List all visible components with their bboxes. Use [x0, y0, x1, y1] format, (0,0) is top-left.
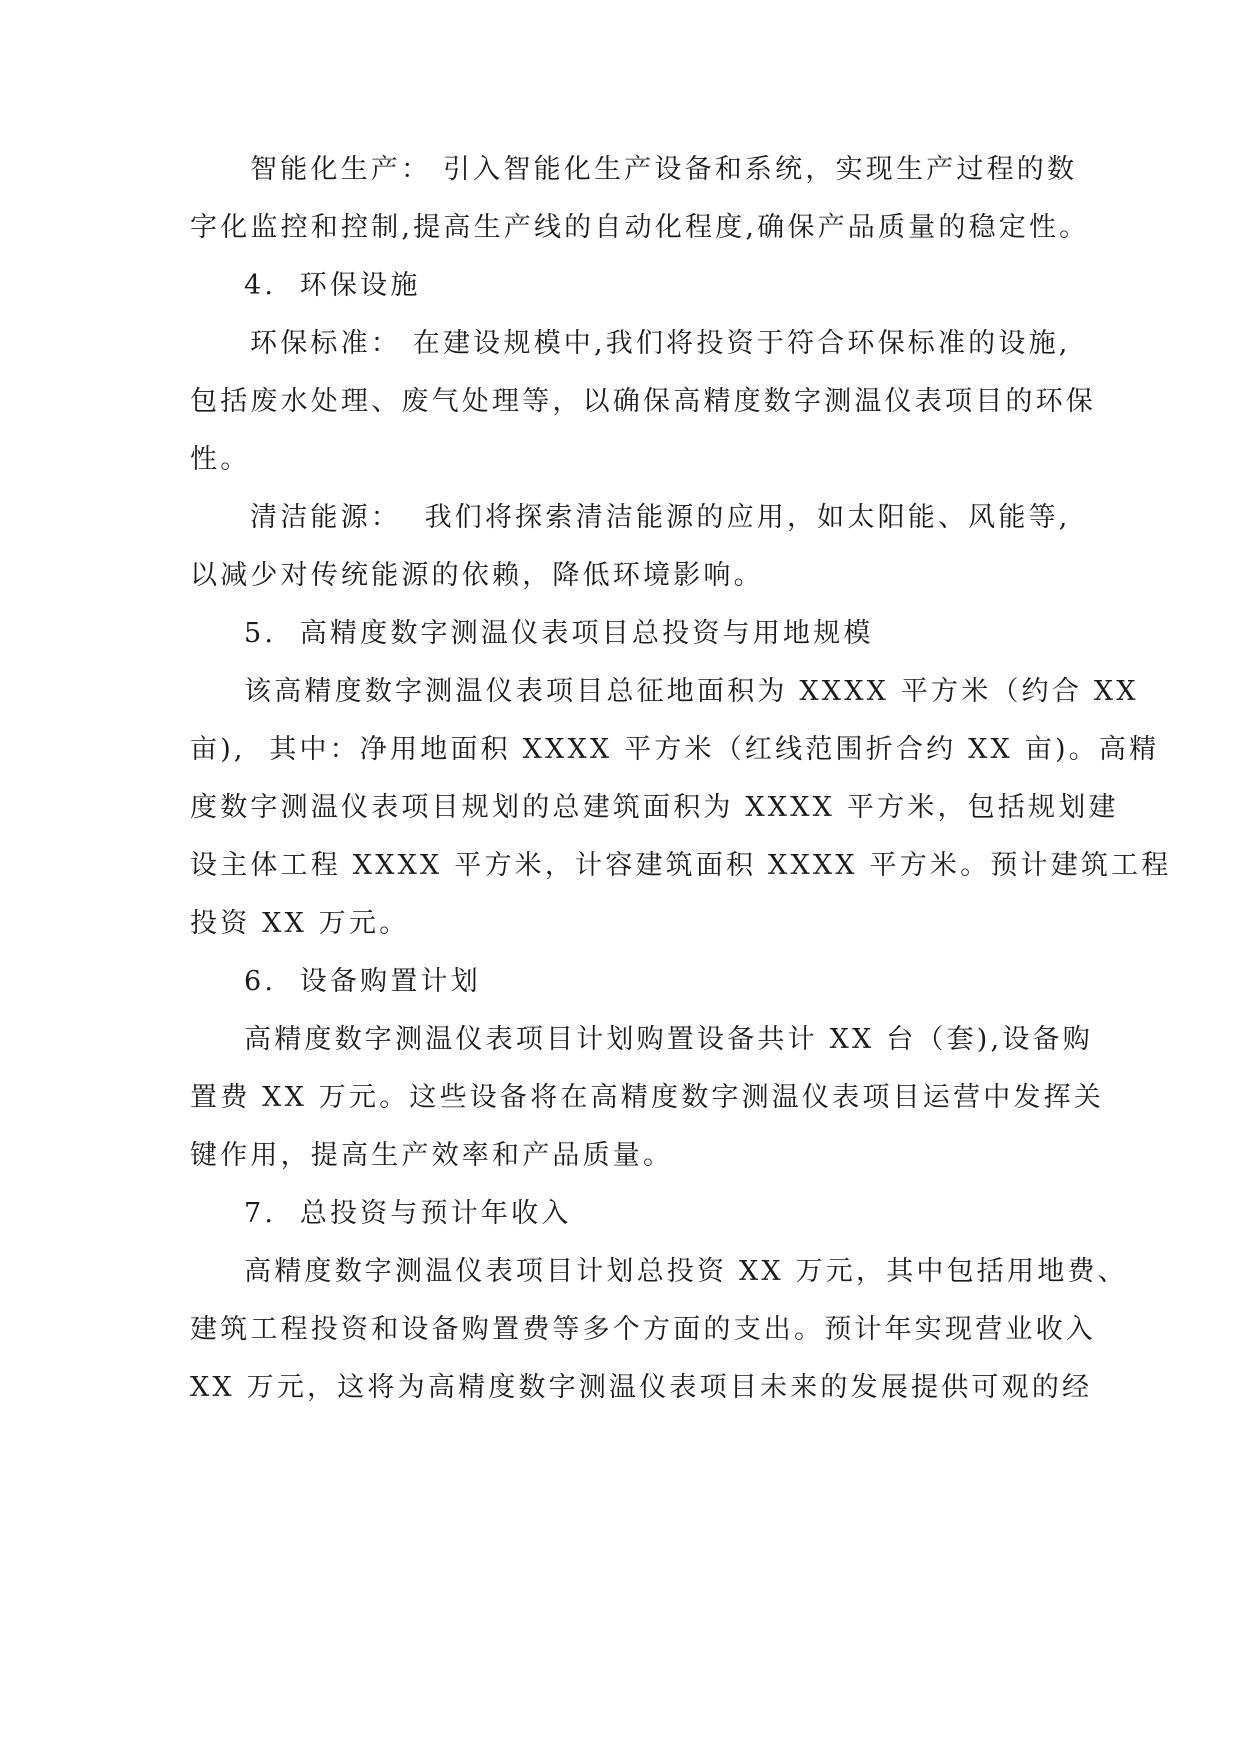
paragraph-env-standard-line-2: 包括废水处理、废气处理等，以确保高精度数字测温仪表项目的环保 [190, 386, 1096, 417]
paragraph-land-scale-line-3: 度数字测温仪表项目规划的总建筑面积为 XXXX 平方米，包括规划建 [190, 792, 1119, 823]
paragraph-equipment-line-1: 高精度数字测温仪表项目计划购置设备共计 XX 台（套),设备购 [244, 1024, 1093, 1055]
heading-section-6: 6. 设备购置计划 [244, 966, 481, 997]
paragraph-smart-production-line-2: 字化监控和控制,提高生产线的自动化程度,确保产品质量的稳定性。 [190, 212, 1090, 243]
paragraph-land-scale-line-5: 投资 XX 万元。 [190, 908, 410, 939]
paragraph-equipment-line-2: 置费 XX 万元。这些设备将在高精度数字测温仪表项目运营中发挥关 [190, 1082, 1105, 1113]
heading-section-7: 7. 总投资与预计年收入 [244, 1198, 572, 1229]
paragraph-investment-line-3: XX 万元，这将为高精度数字测温仪表项目未来的发展提供可观的经 [190, 1372, 1093, 1403]
heading-section-5: 5. 高精度数字测温仪表项目总投资与用地规模 [244, 618, 874, 649]
paragraph-smart-production-line-1: 智能化生产： 引入智能化生产设备和系统，实现生产过程的数 [250, 154, 1078, 185]
paragraph-clean-energy-line-1: 清洁能源： 我们将探索清洁能源的应用，如太阳能、风能等, [250, 502, 1071, 533]
paragraph-equipment-line-3: 键作用，提高生产效率和产品质量。 [190, 1140, 674, 1171]
paragraph-land-scale-line-1: 该高精度数字测温仪表项目总征地面积为 XXXX 平方米（约合 XX [244, 676, 1139, 707]
heading-section-4: 4. 环保设施 [244, 270, 421, 301]
paragraph-land-scale-line-4: 设主体工程 XXXX 平方米，计容建筑面积 XXXX 平方米。预计建筑工程 [190, 850, 1172, 881]
paragraph-env-standard-line-1: 环保标准： 在建设规模中,我们将投资于符合环保标准的设施, [250, 328, 1071, 359]
paragraph-env-standard-line-3: 性。 [190, 444, 251, 475]
paragraph-land-scale-line-2: 亩), 其中：净用地面积 XXXX 平方米（红线范围折合约 XX 亩)。高精 [190, 734, 1160, 765]
paragraph-investment-line-2: 建筑工程投资和设备购置费等多个方面的支出。预计年实现营业收入 [190, 1314, 1096, 1345]
paragraph-investment-line-1: 高精度数字测温仪表项目计划总投资 XX 万元，其中包括用地费、 [244, 1256, 1128, 1287]
paragraph-clean-energy-line-2: 以减少对传统能源的依赖，降低环境影响。 [190, 560, 764, 591]
